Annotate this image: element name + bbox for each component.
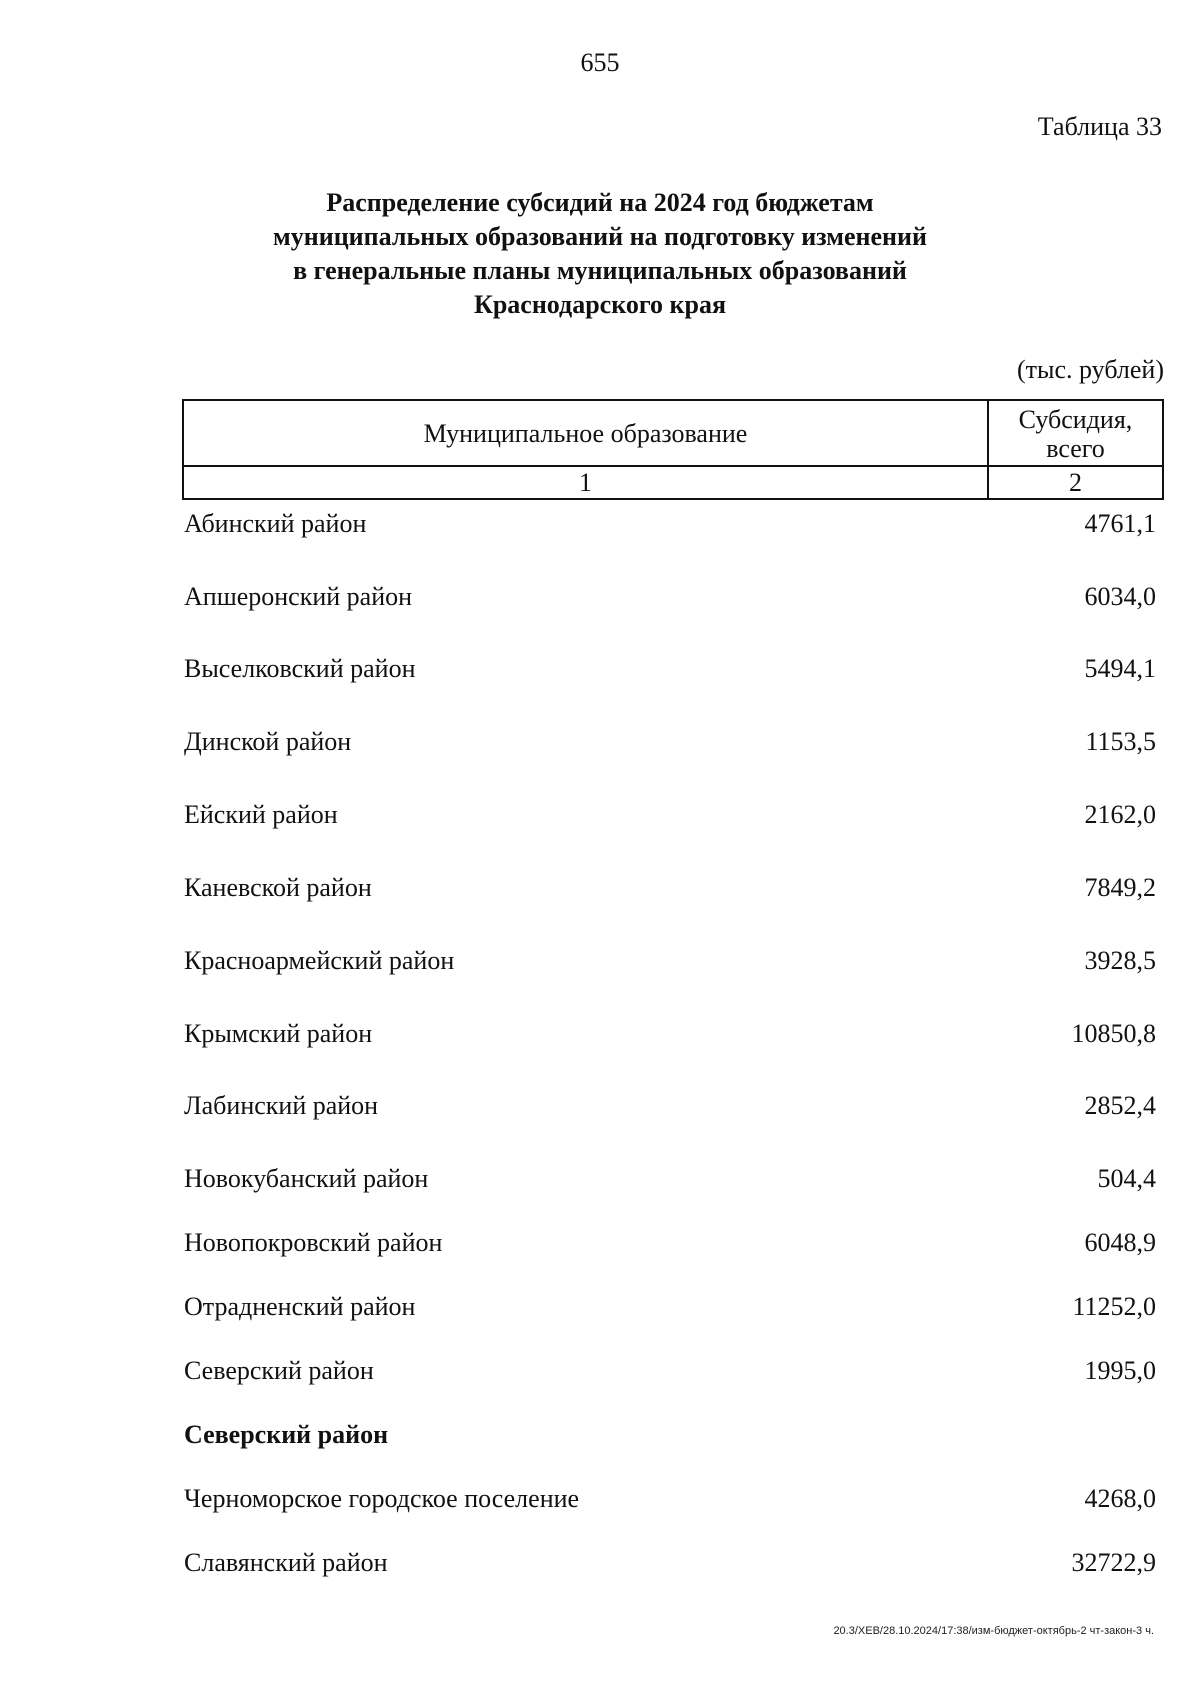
- page-number: 655: [580, 48, 620, 77]
- header-subsidy-line2: всего: [1046, 434, 1105, 463]
- subsidy-value: 3928,5: [1084, 946, 1156, 975]
- municipality-name: Апшеронский район: [184, 582, 413, 611]
- title-line: Краснодарского края: [473, 290, 727, 319]
- subsidy-value: 1153,5: [1085, 727, 1156, 756]
- table-row: [184, 943, 1156, 979]
- header-column-number-1: 1: [184, 467, 989, 498]
- municipality-name: Новопокровский район: [184, 1228, 443, 1257]
- municipality-name: Ейский район: [184, 800, 338, 829]
- municipality-name: Динской район: [184, 727, 352, 756]
- title-line: муниципальных образований на подготовку изменений: [273, 222, 927, 251]
- municipality-name: Каневской район: [184, 873, 372, 902]
- municipality-name: Лабинский район: [184, 1091, 379, 1120]
- subsidy-value: 6048,9: [1084, 1228, 1156, 1257]
- footer-code: 20.3/ХЕВ/28.10.2024/17:38/изм-бюджет-октябрь-2 чт-закон-3 ч.: [833, 1625, 1154, 1637]
- table-row: [184, 1088, 1156, 1124]
- municipality-name: Новокубанский район: [184, 1164, 429, 1193]
- subsidy-value: 5494,1: [1084, 654, 1156, 683]
- table-row: [184, 1481, 1156, 1517]
- subsidy-value: 32722,9: [1071, 1548, 1156, 1577]
- municipality-name: Черноморское городское поселение: [184, 1484, 580, 1513]
- title-line: Распределение субсидий на 2024 год бюджетам: [326, 188, 874, 217]
- header-subsidy-line1: Субсидия,: [1018, 405, 1133, 434]
- subsidy-value: 4268,0: [1084, 1484, 1156, 1513]
- municipality-name: Северский район: [184, 1356, 374, 1385]
- table-row: [184, 1161, 1156, 1197]
- municipality-name: Северский район: [184, 1420, 389, 1449]
- municipality-name: Выселковский район: [184, 654, 416, 683]
- subsidy-value: 10850,8: [1071, 1019, 1156, 1048]
- table-row: [184, 1353, 1156, 1389]
- subsidy-value: 1995,0: [1084, 1356, 1156, 1385]
- table-row: [184, 651, 1156, 687]
- municipality-name: Отрадненский район: [184, 1292, 416, 1321]
- subsidy-value: 11252,0: [1072, 1292, 1156, 1321]
- table-row: [184, 1545, 1156, 1581]
- municipality-name: Абинский район: [184, 509, 367, 538]
- table-row: [184, 506, 1156, 542]
- group-heading-row: [184, 1417, 1156, 1453]
- table-caption: Таблица 33: [1037, 112, 1162, 141]
- subsidy-value: 504,4: [1097, 1164, 1156, 1193]
- table-row: [184, 1016, 1156, 1052]
- table-row: [184, 1225, 1156, 1261]
- subsidy-value: 2852,4: [1084, 1091, 1156, 1120]
- subsidy-value: 7849,2: [1084, 873, 1156, 902]
- table-row: [184, 579, 1156, 615]
- document-title: [0, 186, 1200, 322]
- subsidy-value: 4761,1: [1084, 509, 1156, 538]
- header-municipality: Муниципальное образование: [184, 401, 989, 467]
- table-header: [182, 399, 1164, 500]
- table-row: [184, 724, 1156, 760]
- municipality-name: Крымский район: [184, 1019, 373, 1048]
- title-line: в генеральные планы муниципальных образований: [293, 256, 907, 285]
- table-row: [184, 870, 1156, 906]
- subsidy-value: 2162,0: [1084, 800, 1156, 829]
- header-column-number-2: 2: [1069, 468, 1082, 497]
- header-subsidy: [989, 401, 1162, 467]
- municipality-name: Славянский район: [184, 1548, 388, 1577]
- table-row: [184, 797, 1156, 833]
- municipality-name: Красноармейский район: [184, 946, 455, 975]
- subsidy-value: 6034,0: [1084, 582, 1156, 611]
- table-row: [184, 1289, 1156, 1325]
- units-note: (тыс. рублей): [1016, 355, 1164, 384]
